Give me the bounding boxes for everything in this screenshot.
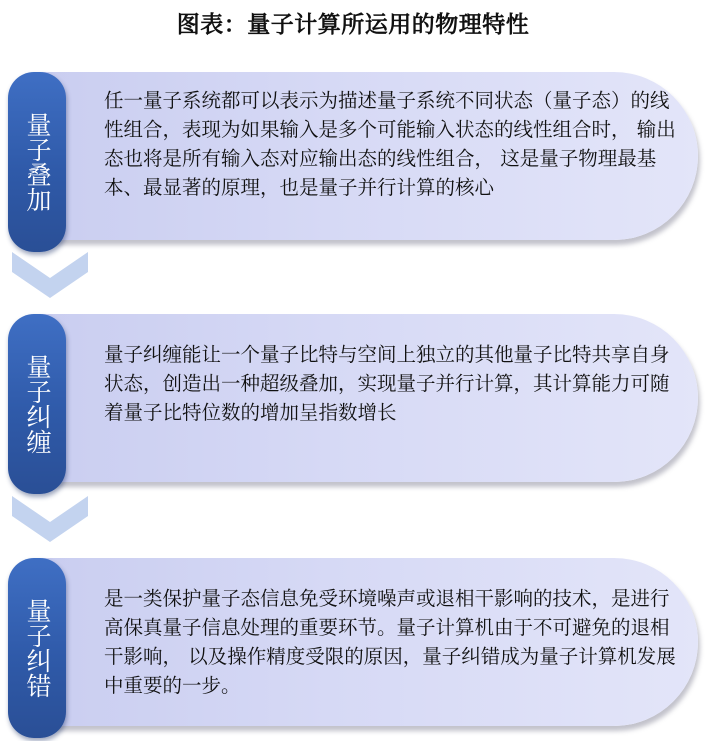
superposition-card <box>26 72 698 240</box>
entanglement-label: 量子纠缠 <box>23 354 52 454</box>
error-correction-label: 量子纠错 <box>23 598 52 698</box>
entanglement-description: 量子纠缠能让一个量子比特与空间上独立的其他量子比特共享自身状态，创造出一种超级叠加，实现量子并行计算，其计算能力可随着量子比特位数的增加呈指数增长 <box>104 343 670 424</box>
error-correction-description: 是一类保护量子态信息免受环境噪声或退相干影响的技术，是进行高保真量子信息处理的重要环节。量子计算机由于不可避免的退相干影响， 以及操作精度受限的原因，量子纠错成为量子计算机发展中重要的一步。 <box>104 587 676 697</box>
entanglement-tab <box>8 314 66 494</box>
superposition-label: 量子叠加 <box>23 112 52 212</box>
diagram-title: 图表：量子计算所运用的物理特性 <box>176 11 530 38</box>
error-correction-tab <box>8 558 66 738</box>
superposition-tab <box>8 72 66 252</box>
chevron-down-icon <box>12 252 88 300</box>
chevron-down-icon <box>12 496 88 544</box>
entanglement-card <box>26 314 698 482</box>
superposition-description: 任一量子系统都可以表示为描述量子系统不同状态（量子态）的线性组合，表现为如果输入是多个可能输入状态的线性组合时， 输出态也将是所有输入态对应输出态的线性组合， 这是量子物理最基本、最显著的原理，也是量子并行计算的核心 <box>104 89 676 199</box>
error-correction-card <box>26 558 698 726</box>
